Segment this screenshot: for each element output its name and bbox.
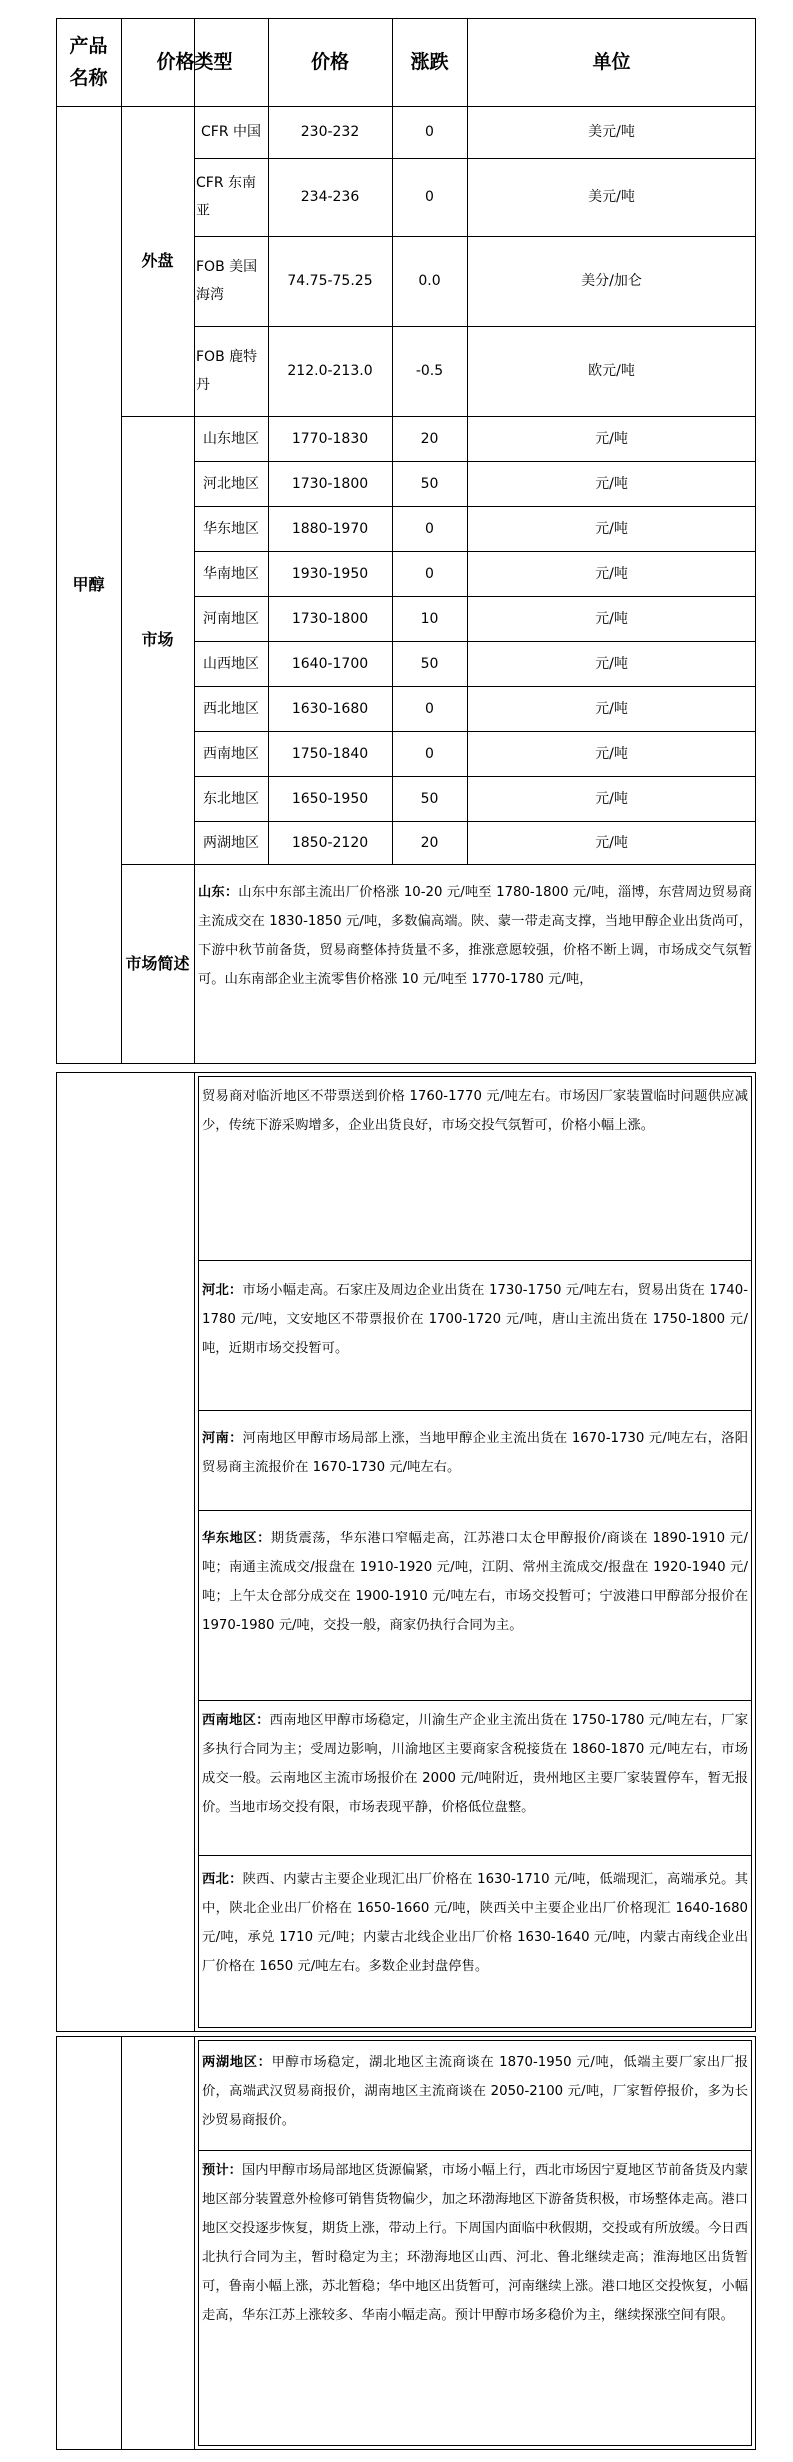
market-row-region: 华东地区 xyxy=(203,520,259,537)
foreign-row-change: 0 xyxy=(425,189,434,205)
market-row-change: 50 xyxy=(420,475,439,492)
market-row-change: 0 xyxy=(425,520,434,537)
market-row-region: 华南地区 xyxy=(203,565,259,582)
market-row-region: 山西地区 xyxy=(203,655,259,672)
market-row-unit: 元/吨 xyxy=(595,430,628,447)
summary-lianghu xyxy=(198,2040,752,2150)
market-row-price: 1650-1950 xyxy=(291,790,369,807)
summary-hebei xyxy=(198,1260,752,1410)
header-price: 价格 xyxy=(310,51,349,73)
market-row-change: 0 xyxy=(425,565,434,582)
market-row-change: 0 xyxy=(425,700,434,717)
xinan-label: 西南地区： xyxy=(202,1713,270,1728)
market-row-region: 两湖地区 xyxy=(203,834,259,851)
market-row-price: 1770-1830 xyxy=(291,430,369,447)
market-row-region: 河北地区 xyxy=(203,475,259,492)
summary-huadong xyxy=(198,1510,752,1700)
shandong-text: 山东中东部主流出厂价格涨 10-20 元/吨至 1780-1800 元/吨，淄博，东营周边贸易商主流成交在 1830-1850 元/吨，多数偏高端。陕、蒙一带走高支撑，当地甲醇企业出货尚可，下游中秋节前备货，贸易商整体持货量不多，推涨意愿较强，价格不断上调，市场成交气氛暂可。山东南部企业主流零售价格涨 10 元/吨至 1770-1780 元/吨， xyxy=(198,885,753,987)
market-row-price: 1750-1840 xyxy=(291,745,369,762)
summary-xibei xyxy=(198,1855,752,2028)
huadong-label: 华东地区： xyxy=(202,1531,271,1546)
forecast-text: 国内甲醇市场局部地区货源偏紧，市场小幅上行，西北市场因宁夏地区节前备货及内蒙地区部分装置意外检修可销售货物偏少，加之环渤海地区下游备货积极，市场整体走高。港口地区交投逐步恢复，期货上涨，带动上行。下周国内面临中秋假期，交投或有所放缓。今日西北执行合同为主，暂时稳定为主；环渤海地区山西、河北、鲁北继续走高；淮海地区出货暂可，鲁南小幅上涨，苏北暂稳；华中地区出货暂可，河南继续上涨。港口地区交投恢复，小幅走高，华东江苏上涨较多、华南小幅走高。预计甲醇市场多稳价为主，继续探涨空间有限。 xyxy=(202,2163,748,2323)
forecast-label: 预计： xyxy=(202,2163,242,2178)
header-change: 涨跌 xyxy=(410,51,449,73)
market-row-change: 20 xyxy=(420,834,439,851)
market-row-price: 1850-2120 xyxy=(291,834,369,851)
header-product: 产品名称 xyxy=(69,35,108,89)
product-name: 甲醇 xyxy=(72,575,105,594)
market-row-price: 1880-1970 xyxy=(291,520,369,537)
foreign-row-name: FOB 鹿特丹 xyxy=(196,349,258,393)
foreign-row-price: 212.0-213.0 xyxy=(287,363,373,379)
foreign-row-unit: 美元/吨 xyxy=(588,124,635,140)
summary-henan xyxy=(198,1410,752,1510)
summary-shandong-part2: 贸易商对临沂地区不带票送到价格 1760-1770 元/吨左右。市场因厂家装置临时问题供应减少，传统下游采购增多，企业出货良好，市场交投气氛暂可，价格小幅上涨。 xyxy=(202,1089,748,1133)
market-row-price: 1640-1700 xyxy=(291,655,369,672)
summary-shandong-part1 xyxy=(194,864,756,1064)
foreign-row-name: FOB 美国海湾 xyxy=(196,259,258,303)
foreign-row-name: CFR 中国 xyxy=(200,124,261,140)
market-row-region: 西北地区 xyxy=(203,700,259,717)
header-unit: 单位 xyxy=(592,51,631,73)
foreign-row-change: -0.5 xyxy=(415,363,444,379)
market-row-region: 西南地区 xyxy=(203,745,259,762)
market-row-region: 东北地区 xyxy=(203,790,259,807)
market-row-region: 山东地区 xyxy=(203,430,259,447)
market-row-change: 10 xyxy=(420,610,439,627)
xibei-text: 陕西、内蒙古主要企业现汇出厂价格在 1630-1710 元/吨，低端现汇，高端承兑。其中，陕北企业出厂价格在 1650-1660 元/吨，陕西关中主要企业出厂价格现汇 1640-1680 元/吨，承兑 1710 元/吨；内蒙古北线企业出厂价格 1630-1640 元/吨，内蒙古南线企业出厂价格在 1650 元/吨左右。多数企业封盘停售。 xyxy=(202,1872,748,1974)
foreign-row-price: 234-236 xyxy=(300,189,360,205)
market-row-unit: 元/吨 xyxy=(595,520,628,537)
market-row-price: 1930-1950 xyxy=(291,565,369,582)
foreign-row-name: CFR 东南亚 xyxy=(196,175,257,219)
market-row-price: 1730-1800 xyxy=(291,475,369,492)
lianghu-label: 两湖地区： xyxy=(202,2055,272,2070)
xibei-label: 西北： xyxy=(202,1872,243,1887)
market-row-region: 河南地区 xyxy=(203,610,259,627)
market-row-change: 50 xyxy=(420,790,439,807)
foreign-row-price: 74.75-75.25 xyxy=(287,273,373,289)
foreign-row-price: 230-232 xyxy=(300,124,360,140)
foreign-row-unit: 美分/加仑 xyxy=(581,273,642,289)
market-row-unit: 元/吨 xyxy=(595,745,628,762)
xinan-text: 西南地区甲醇市场稳定，川渝生产企业主流出货在 1750-1780 元/吨左右，厂家多执行合同为主；受周边影响，川渝地区主要商家含税接货在 1860-1870 元/吨左右，市场成交一般。云南地区主流市场报价在 2000 元/吨附近，贵州地区主要厂家装置停车，暂无报价。当地市场交投有限，市场表现平静，价格低位盘整。 xyxy=(202,1713,748,1815)
market-row-unit: 元/吨 xyxy=(595,565,628,582)
foreign-row-change: 0 xyxy=(425,124,434,140)
market-row-unit: 元/吨 xyxy=(595,790,628,807)
market-row-change: 50 xyxy=(420,655,439,672)
foreign-row-unit: 欧元/吨 xyxy=(588,363,635,379)
henan-text: 河南地区甲醇市场局部上涨，当地甲醇企业主流出货在 1670-1730 元/吨左右，洛阳贸易商主流报价在 1670-1730 元/吨左右。 xyxy=(202,1431,748,1475)
market-row-unit: 元/吨 xyxy=(595,834,628,851)
foreign-market-label: 外盘 xyxy=(141,251,174,270)
lianghu-text: 甲醇市场稳定，湖北地区主流商谈在 1870-1950 元/吨，低端主要厂家出厂报价，高端武汉贸易商报价，湖南地区主流商谈在 2050-2100 元/吨，厂家暂停报价，多为长沙贸易商报价。 xyxy=(202,2055,749,2128)
market-row-change: 0 xyxy=(425,745,434,762)
market-row-unit: 元/吨 xyxy=(595,475,628,492)
market-row-unit: 元/吨 xyxy=(595,700,628,717)
huadong-text: 期货震荡，华东港口窄幅走高，江苏港口太仓甲醇报价/商谈在 1890-1910 元/吨；南通主流成交/报盘在 1910-1920 元/吨，江阴、常州主流成交/报盘在 1920-1940 元/吨；上午太仓部分成交在 1900-1910 元/吨左右，市场交投暂可；宁波港口甲醇部分报价在 1970-1980 元/吨，交投一般，商家仍执行合同为主。 xyxy=(202,1531,749,1633)
market-row-unit: 元/吨 xyxy=(595,655,628,672)
market-row-price: 1730-1800 xyxy=(291,610,369,627)
market-row-unit: 元/吨 xyxy=(595,610,628,627)
summary-xinan xyxy=(198,1700,752,1855)
henan-label: 河南： xyxy=(202,1431,243,1446)
market-summary-label: 市场简述 xyxy=(125,954,190,973)
hebei-text: 市场小幅走高。石家庄及周边企业出货在 1730-1750 元/吨左右，贸易出货在 1740-1780 元/吨，文安地区不带票报价在 1700-1720 元/吨，唐山主流出货在 1750-1800 元/吨，近期市场交投暂可。 xyxy=(202,1283,749,1356)
market-row-price: 1630-1680 xyxy=(291,700,369,717)
hebei-label: 河北： xyxy=(202,1283,243,1298)
foreign-row-unit: 美元/吨 xyxy=(588,189,635,205)
domestic-market-label: 市场 xyxy=(141,630,174,649)
header-price-type: 价格类型 xyxy=(156,51,233,73)
market-row-change: 20 xyxy=(420,430,439,447)
summary-forecast xyxy=(198,2150,752,2446)
shandong-label: 山东： xyxy=(198,885,239,900)
foreign-row-change: 0.0 xyxy=(418,273,441,289)
